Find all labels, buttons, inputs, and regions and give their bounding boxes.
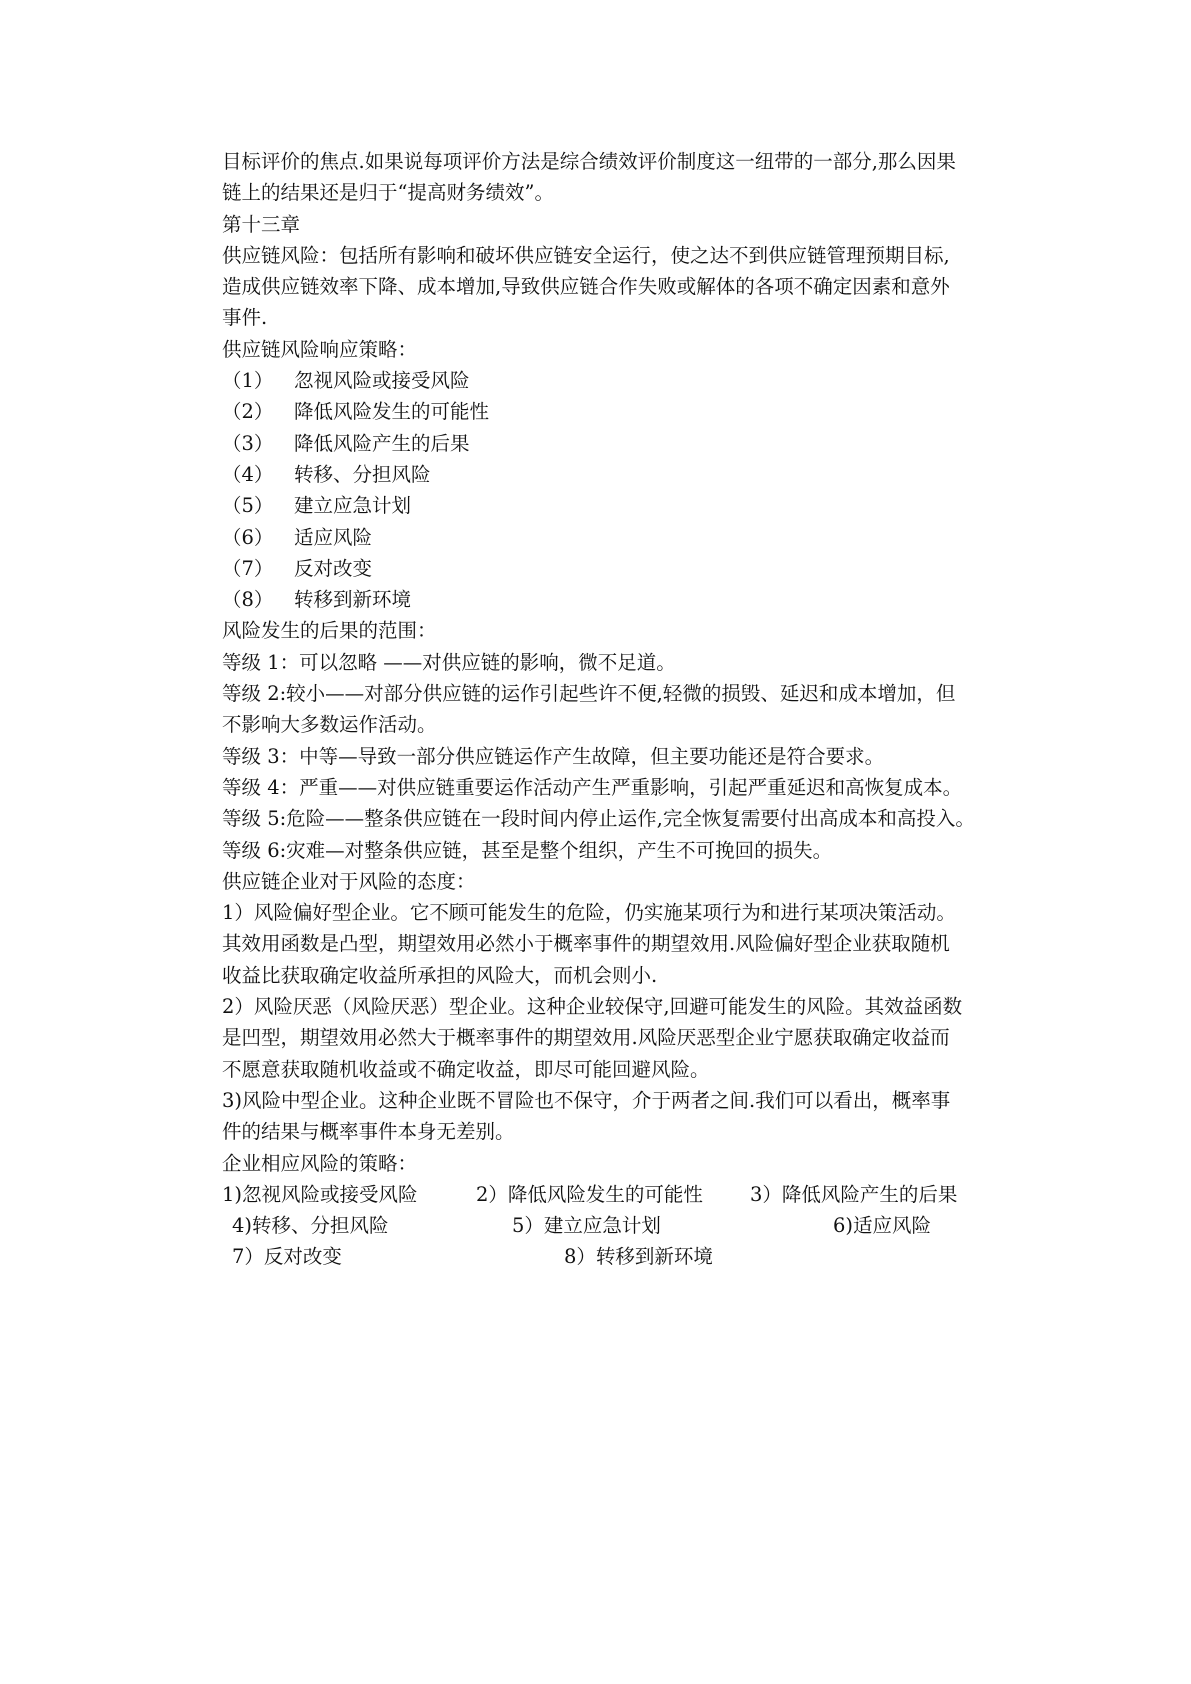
- scope-line: 等级 2:较小——对部分供应链的运作引起些许不便,轻微的损毁、延迟和成本增加，但: [222, 682, 956, 706]
- list-item-number: （5）: [222, 494, 274, 518]
- scope-line: 等级 1：可以忽略 ——对供应链的影响，微不足道。: [222, 650, 676, 674]
- list-item-number: （6）: [222, 525, 274, 549]
- scope-line: 等级 6:灾难—对整条供应链，甚至是整个组织，产生不可挽回的损失。: [222, 838, 833, 862]
- definition-line: 事件.: [222, 306, 268, 330]
- strategy-item: 7）反对改变: [232, 1245, 342, 1269]
- scope-line: 等级 4：严重——对供应链重要运作活动产生严重影响，引起严重延迟和高恢复成本。: [222, 775, 963, 799]
- definition-paragraph: [222, 240, 1042, 334]
- intro-line: 目标评价的焦点.如果说每项评价方法是综合绩效评价制度这一纽带的一部分,那么因果: [222, 150, 956, 173]
- strategy-item: 6)适应风险: [833, 1214, 932, 1238]
- list-item-text: 降低风险产生的后果: [294, 431, 470, 455]
- list-item-number: （8）: [222, 588, 274, 612]
- list-item-number: （1）: [222, 369, 274, 393]
- attitude-line: 其效用函数是凸型，期望效用必然小于概率事件的期望效用.风险偏好型企业获取随机: [222, 932, 950, 956]
- strategy-item: 8）转移到新环境: [564, 1245, 713, 1269]
- list-item-text: 适应风险: [294, 525, 373, 549]
- attitude-paragraphs: [222, 897, 1042, 1147]
- definition-line: 供应链风险：包括所有影响和破坏供应链安全运行，使之达不到供应链管理预期目标,: [222, 243, 950, 267]
- strategy-item: 3）降低风险产生的后果: [750, 1182, 958, 1206]
- response-heading: 供应链风险响应策略：: [222, 337, 418, 361]
- list-item-text: 转移、分担风险: [294, 462, 431, 486]
- scope-line: 不影响大多数运作活动。: [222, 713, 437, 737]
- list-item-number: （4）: [222, 462, 274, 486]
- list-item: [222, 459, 1042, 490]
- list-item-text: 降低风险发生的可能性: [294, 400, 490, 424]
- strategy-row: [222, 1210, 1042, 1241]
- attitude-line: 不愿意获取随机收益或不确定收益，即尽可能回避风险。: [222, 1057, 710, 1081]
- attitude-line: 收益比获取确定收益所承担的风险大，而机会则小.: [222, 963, 658, 987]
- list-item: [222, 584, 1042, 615]
- attitude-line: 2）风险厌恶（风险厌恶）型企业。这种企业较保守,回避可能发生的风险。其效益函数: [222, 995, 963, 1019]
- list-item-text: 转移到新环境: [294, 588, 412, 612]
- chapter-title: 第十三章: [222, 212, 301, 236]
- attitude-heading: 供应链企业对于风险的态度：: [222, 869, 476, 893]
- strategy-item: 1)忽视风险或接受风险: [222, 1182, 418, 1206]
- strategy-item: 4)转移、分担风险: [232, 1214, 389, 1238]
- list-item-number: （2）: [222, 400, 274, 424]
- list-item: [222, 553, 1042, 584]
- scope-heading: 风险发生的后果的范围：: [222, 619, 437, 643]
- intro-line: 链上的结果还是归于“提高财务绩效”。: [222, 181, 554, 205]
- list-item: [222, 490, 1042, 521]
- list-item: [222, 522, 1042, 553]
- list-item-text: 反对改变: [294, 556, 373, 580]
- scope-line: 等级 3：中等—导致一部分供应链运作产生故障，但主要功能还是符合要求。: [222, 744, 885, 768]
- list-item-number: （7）: [222, 556, 274, 580]
- strategy-row: [222, 1241, 1042, 1272]
- list-item: [222, 365, 1042, 396]
- attitude-line: 3)风险中型企业。这种企业既不冒险也不保守，介于两者之间.我们可以看出，概率事: [222, 1088, 951, 1112]
- list-item: [222, 396, 1042, 427]
- strategy-grid: [222, 1179, 1042, 1273]
- scope-levels: [222, 647, 1042, 866]
- definition-line: 造成供应链效率下降、成本增加,导致供应链合作失败或解体的各项不确定因素和意外: [222, 275, 950, 299]
- strategy-item: 5）建立应急计划: [512, 1214, 661, 1238]
- list-item-text: 忽视风险或接受风险: [294, 369, 470, 393]
- list-item-text: 建立应急计划: [294, 494, 412, 518]
- attitude-line: 1）风险偏好型企业。它不顾可能发生的危险，仍实施某项行为和进行某项决策活动。: [222, 901, 956, 925]
- scope-line: 等级 5:危险——整条供应链在一段时间内停止运作,完全恢复需要付出高成本和高投入。: [222, 807, 975, 831]
- attitude-line: 是凹型，期望效用必然大于概率事件的期望效用.风险厌恶型企业宁愿获取确定收益而: [222, 1026, 950, 1050]
- list-item-number: （3）: [222, 431, 274, 455]
- document-body: [222, 146, 1042, 1273]
- response-list: [222, 365, 1042, 615]
- attitude-line: 件的结果与概率事件本身无差别。: [222, 1120, 515, 1144]
- intro-paragraph: [222, 146, 1042, 209]
- strategy-item: 2）降低风险发生的可能性: [476, 1182, 703, 1206]
- strategy-row: [222, 1179, 1042, 1210]
- list-item: [222, 428, 1042, 459]
- strategy-heading: 企业相应风险的策略：: [222, 1151, 418, 1175]
